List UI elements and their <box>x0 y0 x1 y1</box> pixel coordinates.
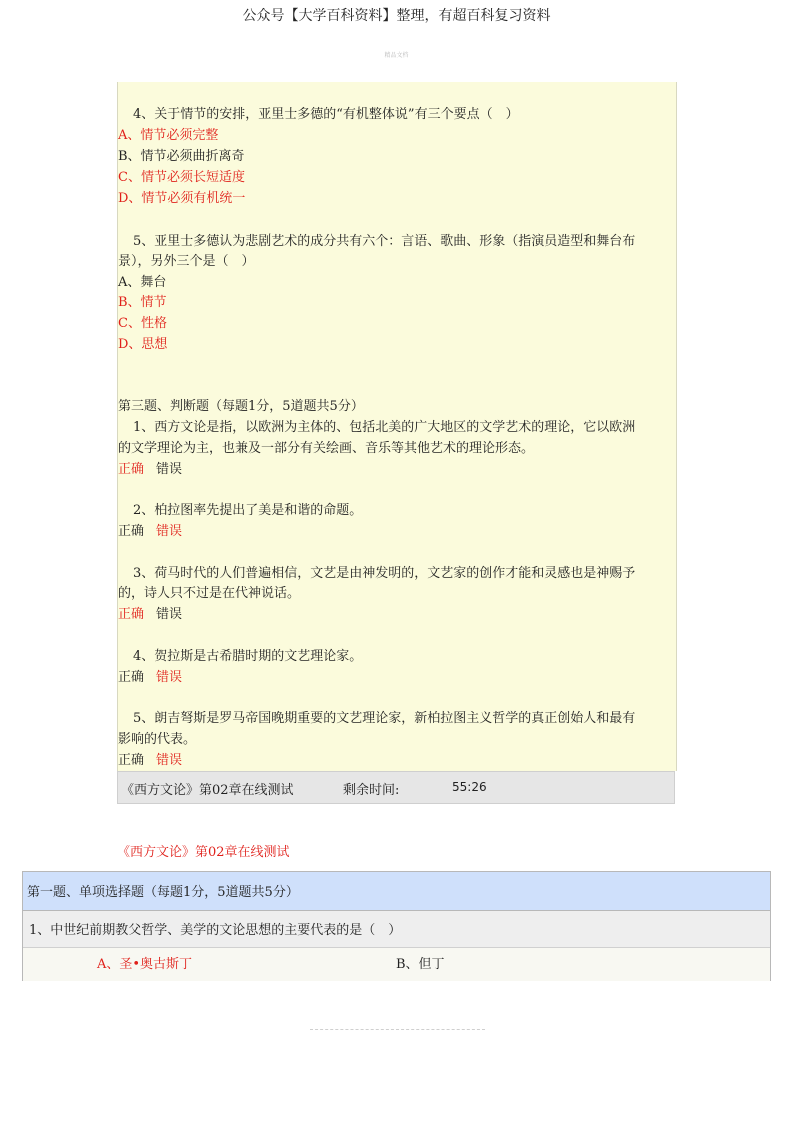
q4-option-c[interactable]: C、情节必须长短适度 <box>118 170 245 185</box>
q5-option-a[interactable]: A、舞台 <box>118 275 167 290</box>
judge-3-text-cont: 的，诗人只不过是在代神说话。 <box>118 586 301 601</box>
q1-option-a[interactable]: A、圣•奥古斯丁 <box>97 957 193 972</box>
question-1-options <box>23 948 770 981</box>
judge-4-correct[interactable]: 正确 <box>118 670 145 685</box>
question-1-text: 1、中世纪前期教父哲学、美学的文论思想的主要代表的是（ ） <box>29 923 402 938</box>
judge-5-text-cont: 影响的代表。 <box>118 732 197 747</box>
judge-5-wrong[interactable]: 错误 <box>156 753 183 768</box>
judge-3-correct[interactable]: 正确 <box>118 607 145 622</box>
judge-4-text: 4、贺拉斯是古希腊时期的文艺理论家。 <box>133 649 363 664</box>
quiz-panel <box>117 82 677 771</box>
timer-test-title: 《西方文论》第02章在线测试 <box>121 783 294 798</box>
question-table <box>22 871 771 981</box>
judge-2-text: 2、柏拉图率先提出了美是和谐的命题。 <box>133 503 363 518</box>
timer-value: 55:26 <box>452 780 487 794</box>
watermark: 精品文档 <box>384 52 409 59</box>
judge-5-correct[interactable]: 正确 <box>118 753 145 768</box>
question-1-row <box>23 911 770 948</box>
section-1-header <box>23 872 770 911</box>
section-3-title: 第三题、判断题（每题1分，5道题共5分） <box>118 399 364 414</box>
timer-label: 剩余时间: <box>343 783 400 798</box>
judge-1-text-cont: 的文学理论为主，也兼及一部分有关绘画、音乐等其他艺术的理论形态。 <box>118 441 535 456</box>
q5-option-c[interactable]: C、性格 <box>118 316 167 331</box>
test-title: 《西方文论》第02章在线测试 <box>117 845 290 860</box>
question-5-text-cont: 景），另外三个是（ ） <box>118 254 255 269</box>
page-header: 公众号【大学百科资料】整理，有超百科复习资料 <box>242 8 551 24</box>
q4-option-b[interactable]: B、情节必须曲折离奇 <box>118 149 245 164</box>
question-4-text: 4、关于情节的安排，亚里士多德的“有机整体说”有三个要点（ ） <box>133 107 519 122</box>
q5-option-b[interactable]: B、情节 <box>118 295 167 310</box>
judge-3-wrong[interactable]: 错误 <box>156 607 183 622</box>
q5-option-d[interactable]: D、思想 <box>118 337 168 352</box>
footer-divider <box>310 1029 485 1030</box>
judge-2-correct[interactable]: 正确 <box>118 524 145 539</box>
judge-1-wrong[interactable]: 错误 <box>156 462 183 477</box>
judge-3-text: 3、荷马时代的人们普遍相信，文艺是由神发明的，文艺家的创作才能和灵感也是神赐予 <box>133 566 636 581</box>
section-1-title: 第一题、单项选择题（每题1分，5道题共5分） <box>27 885 299 900</box>
judge-2-wrong[interactable]: 错误 <box>156 524 183 539</box>
judge-5-text: 5、朗吉弩斯是罗马帝国晚期重要的文艺理论家，新柏拉图主义哲学的真正创始人和最有 <box>133 711 636 726</box>
judge-4-wrong[interactable]: 错误 <box>156 670 183 685</box>
judge-1-text: 1、西方文论是指，以欧洲为主体的、包括北美的广大地区的文学艺术的理论，它以欧洲 <box>133 420 636 435</box>
question-5-text: 5、亚里士多德认为悲剧艺术的成分共有六个：言语、歌曲、形象（指演员造型和舞台布 <box>133 234 636 249</box>
judge-1-correct[interactable]: 正确 <box>118 462 145 477</box>
timer-bar <box>117 771 675 804</box>
q4-option-d[interactable]: D、情节必须有机统一 <box>118 191 246 206</box>
q1-option-b[interactable]: B、但丁 <box>396 957 445 972</box>
q4-option-a[interactable]: A、情节必须完整 <box>118 128 219 143</box>
